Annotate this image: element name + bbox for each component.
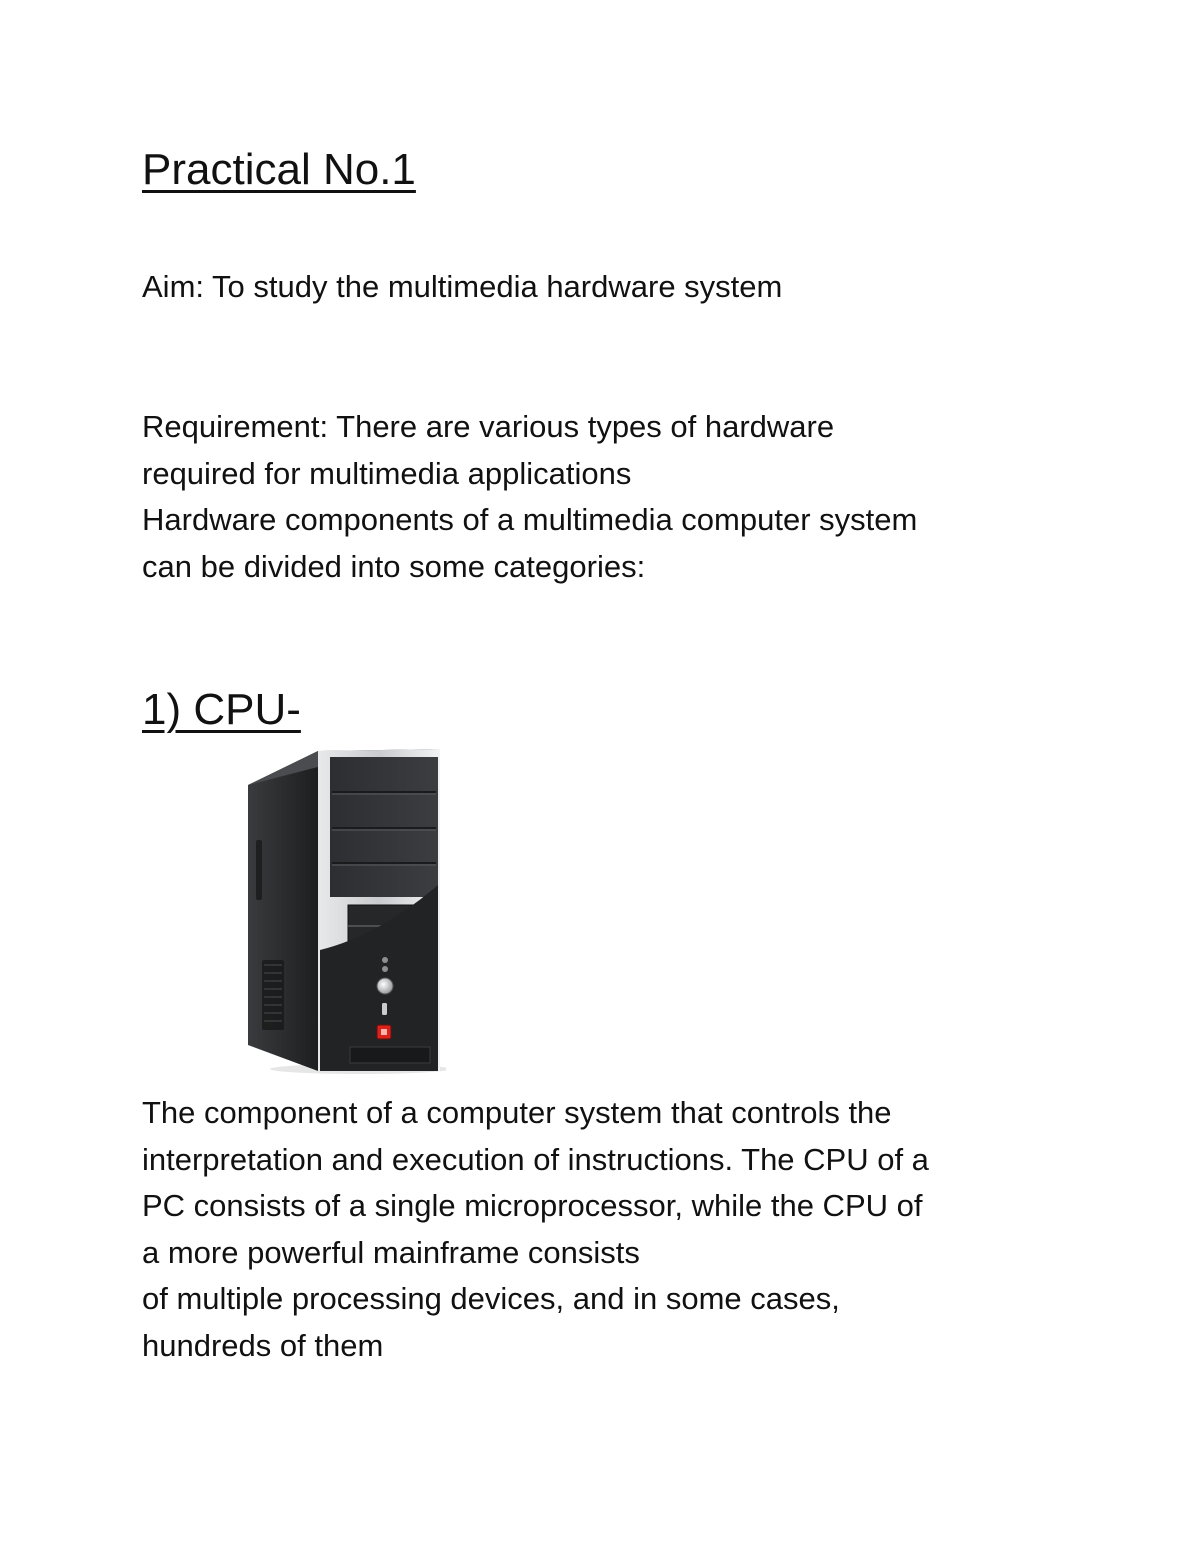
cpu-description <box>142 1090 929 1369</box>
requirement-line: can be divided into some categories: <box>142 548 646 584</box>
computer-tower-icon <box>240 745 446 1075</box>
description-line: a more powerful mainframe consists <box>142 1234 640 1270</box>
description-line: hundreds of them <box>142 1327 384 1363</box>
requirement-line: Requirement: There are various types of hardware <box>142 409 835 444</box>
page-title: Practical No.1 <box>142 145 416 194</box>
aim-text: Aim: To study the multimedia hardware system <box>142 269 783 304</box>
requirement-paragraph <box>142 404 917 590</box>
requirement-line: Hardware components of a multimedia computer system <box>142 502 918 537</box>
description-line: interpretation and execution of instructions. The CPU of a <box>142 1141 929 1177</box>
section-heading-cpu: 1) CPU- <box>142 685 301 734</box>
description-line: PC consists of a single microprocessor, while the CPU of <box>142 1188 923 1223</box>
description-line: The component of a computer system that controls the <box>142 1095 892 1130</box>
description-line: of multiple processing devices, and in some cases, <box>142 1281 840 1316</box>
requirement-line: required for multimedia applications <box>142 455 632 491</box>
